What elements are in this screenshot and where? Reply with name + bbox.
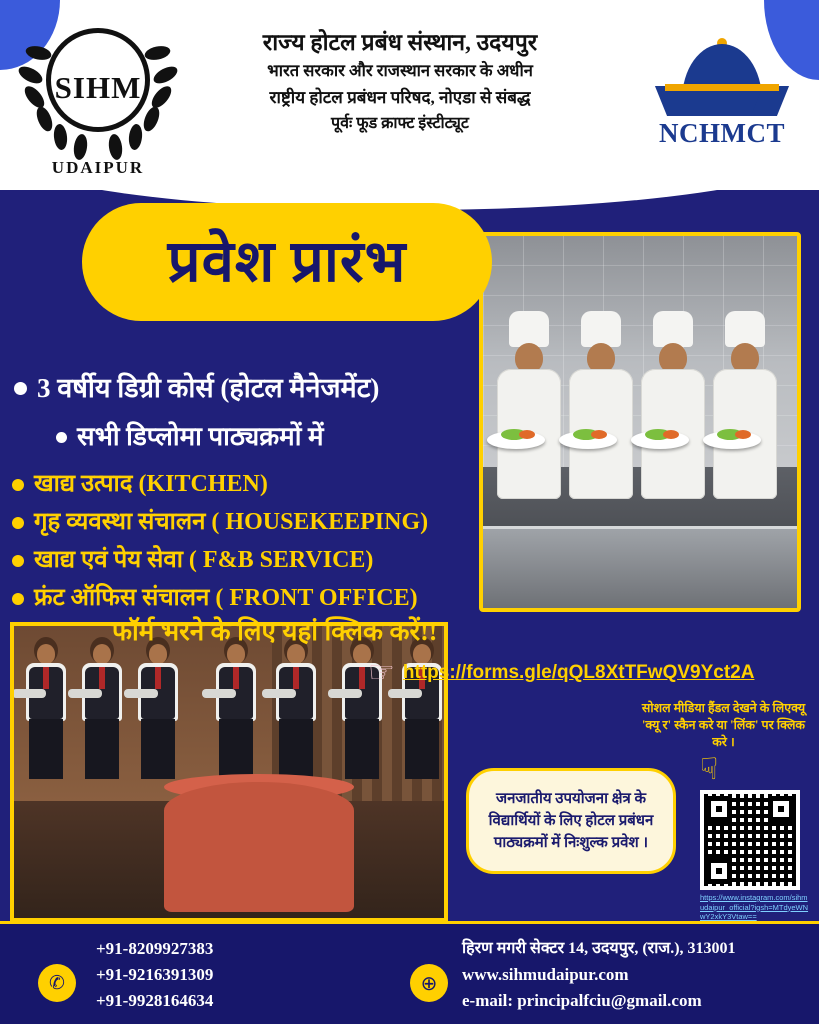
- bullet-dot-icon: [12, 555, 24, 567]
- instagram-link[interactable]: https://www.instagram.com/sihmudaipur_official?igsh=MTdyeWNwY2xkY3Vtaw==: [700, 893, 809, 921]
- email-text[interactable]: e-mail: principalfciu@gmail.com: [462, 991, 702, 1010]
- tribal-note-text: जनजातीय उपयोजना क्षेत्र के विद्यार्थियों के लिए होटल प्रबंधन पाठ्यक्रमों में निःशुल्क प्रवेश ।: [488, 791, 654, 851]
- list-item: [12, 468, 572, 500]
- bullet-dot-icon: [56, 432, 67, 443]
- tribal-free-admission-note: [466, 768, 676, 874]
- course-label-kitchen: खाद्य उत्पाद (KITCHEN): [34, 471, 268, 497]
- bullet-dot-icon: [12, 517, 24, 529]
- list-item: [12, 506, 572, 538]
- pointing-down-hand-icon: ☟: [700, 753, 719, 786]
- sihm-logo-text: SIHM: [54, 70, 142, 105]
- form-link-row[interactable]: [368, 655, 754, 690]
- course-label-housekeeping: गृह व्यवस्था संचालन ( HOUSEKEEPING): [34, 509, 429, 535]
- qr-code-icon[interactable]: [700, 790, 800, 890]
- application-form-link[interactable]: https://forms.gle/qQL8XtTFwQV9Yct2A: [402, 661, 755, 683]
- phone-number-3: +91-9928164634: [96, 991, 214, 1010]
- list-item: [12, 544, 572, 576]
- bullet-dot-icon: [14, 382, 27, 395]
- header-title-block: [160, 28, 640, 137]
- admission-banner: [82, 203, 492, 321]
- nchmct-logo-label: NCHMCT: [659, 118, 785, 148]
- highlight-item-diploma: [56, 420, 536, 454]
- nchmct-logo: [647, 38, 797, 158]
- address-text: हिरण मगरी सेक्टर 14, उदयपुर, (राज.), 313001: [462, 940, 736, 957]
- header-title-line4: पूर्वः फूड क्राफ्ट इंस्टीट्यूट: [331, 115, 469, 132]
- course-label-fnb: खाद्य एवं पेय सेवा ( F&B SERVICE): [34, 547, 374, 573]
- course-label-frontoffice: फ्रंट ऑफिस संचालन ( FRONT OFFICE): [34, 585, 418, 611]
- highlight-item-degree: [14, 370, 534, 406]
- header-title-line2: भारत सरकार और राजस्थान सरकार के अधीन: [267, 61, 533, 80]
- highlight-label-degree: 3 वर्षीय डिग्री कोर्स (होटल मैनेजमेंट): [37, 373, 380, 403]
- cta-text: फॉर्म भरने के लिए यहां क्लिक करें!!: [112, 617, 438, 646]
- sihm-logo: [18, 18, 178, 183]
- header-title-line3: राष्ट्रीय होटल प्रबंधन परिषद, नोएडा से संबद्ध: [269, 88, 531, 107]
- poster-footer: [0, 924, 819, 1024]
- highlight-label-diploma: सभी डिप्लोमा पाठ्यक्रमों में: [77, 422, 324, 451]
- pointing-hand-icon: ☞: [368, 656, 395, 689]
- phone-icon: ✆: [38, 964, 76, 1002]
- header-title-line1: राज्य होटल प्रबंध संस्थान, उदयपुर: [262, 30, 538, 55]
- nchmct-mark-icon: [647, 38, 797, 116]
- website-text[interactable]: www.sihmudaipur.com: [462, 965, 629, 984]
- phone-list: [96, 936, 213, 1014]
- phone-number-2: +91-9216391309: [96, 965, 214, 984]
- bullet-dot-icon: [12, 593, 24, 605]
- globe-icon: ⊕: [410, 964, 448, 1002]
- sihm-logo-subtext: UDAIPUR: [51, 158, 145, 177]
- list-item: [12, 582, 572, 614]
- qr-instruction-text: सोशल मीडिया हैंडल देखने के लिएक्यू 'क्यू र' स्कैन करे या 'लिंक' पर क्लिक करे ।: [641, 701, 806, 749]
- course-list: [12, 468, 572, 620]
- phone-number-1: +91-8209927383: [96, 939, 214, 958]
- admission-banner-text: प्रवेश प्रारंभ: [167, 229, 407, 294]
- bullet-dot-icon: [12, 479, 24, 491]
- contact-block: [462, 936, 736, 1014]
